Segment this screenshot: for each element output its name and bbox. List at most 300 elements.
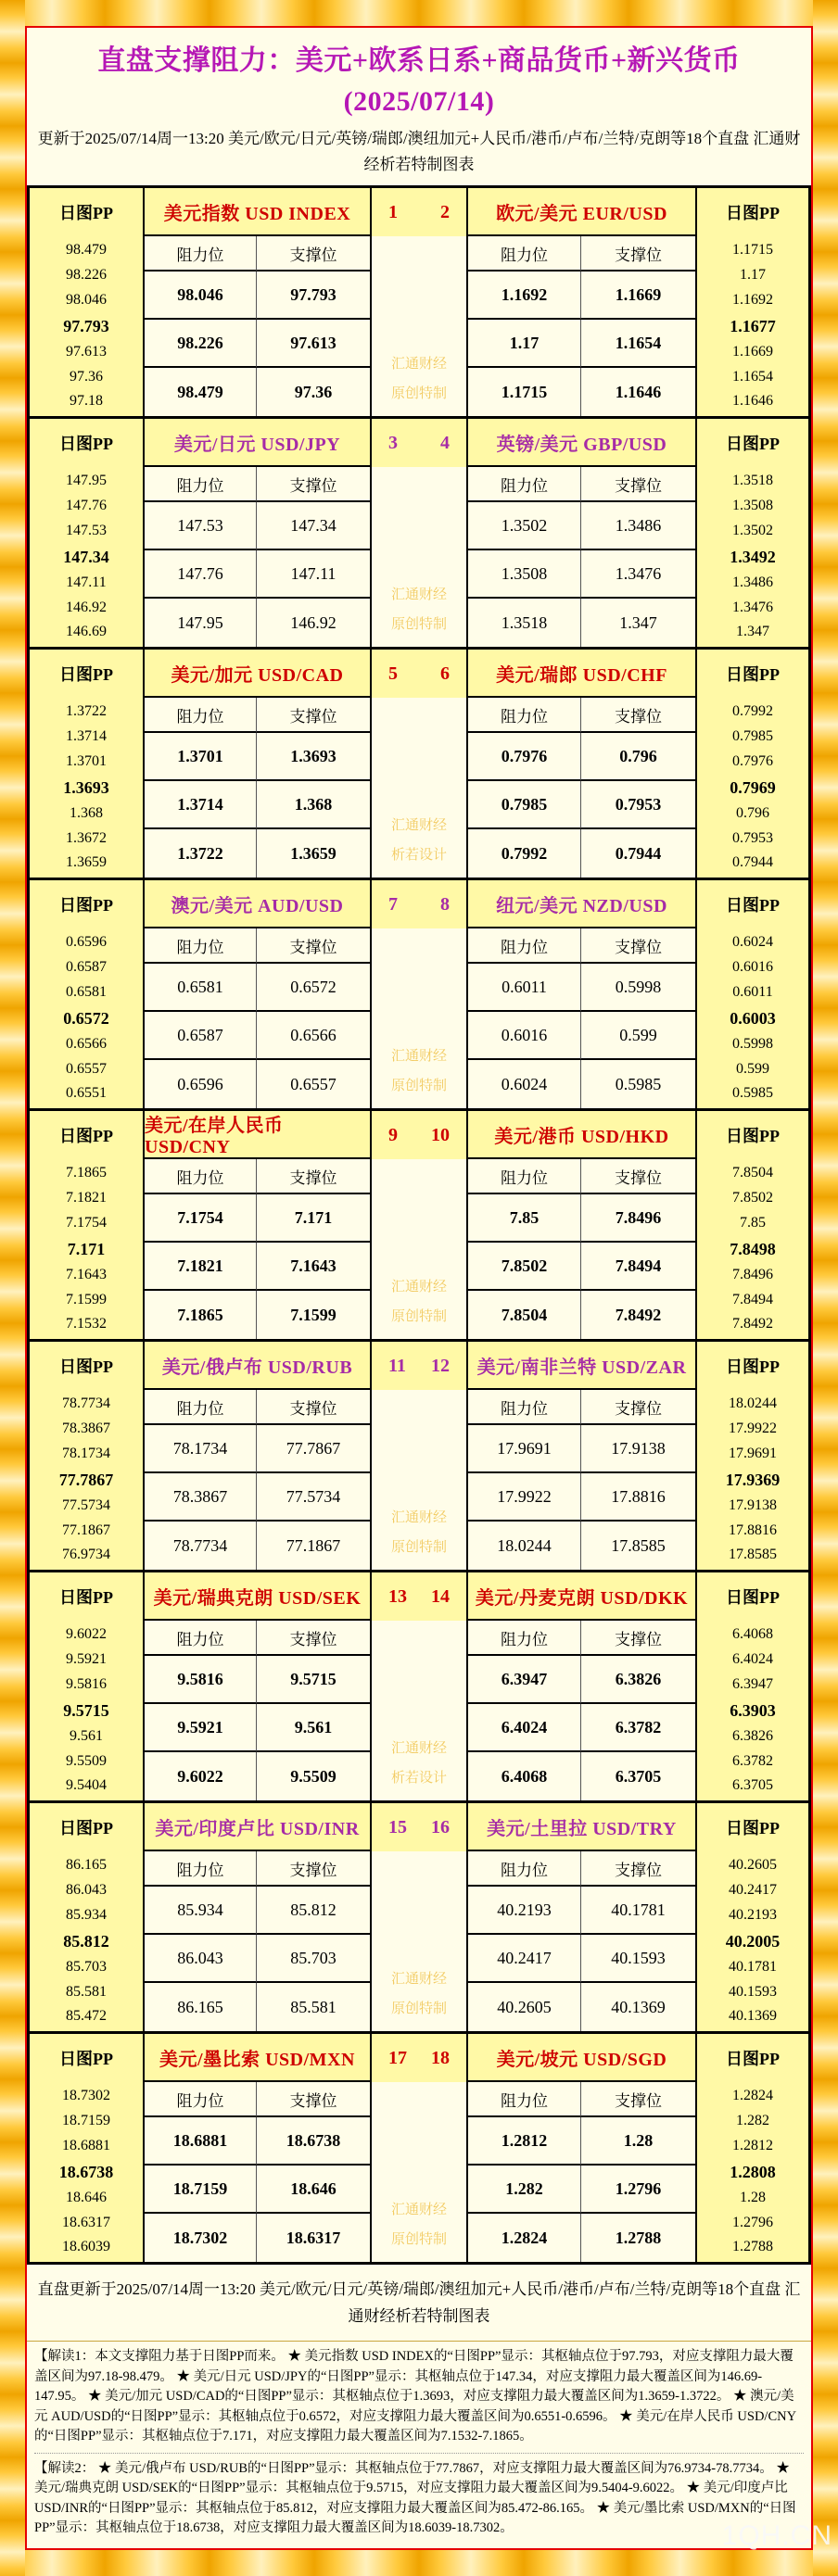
val-right-0-0: 40.2193 (468, 1887, 581, 1935)
pp-value: 6.3826 (732, 1727, 773, 1744)
pair-title-right: 美元/坡元 USD/SGD (468, 2034, 695, 2082)
pp-value: 0.6557 (66, 1060, 107, 1077)
pairs-table (27, 185, 811, 2265)
pp-header-right: 日图PP (695, 419, 808, 467)
pp-value: 77.1867 (62, 1522, 110, 1538)
pp-pivot-value: 0.7969 (730, 777, 776, 797)
pp-value: 6.3782 (732, 1752, 773, 1769)
val-left-0-1: 9.5715 (257, 1656, 370, 1704)
pp-list-right (695, 467, 808, 647)
val-right-1-1: 6.3782 (581, 1704, 695, 1752)
pp-value: 85.703 (66, 1958, 107, 1975)
watermark-line: 汇通财经 (390, 1049, 447, 1064)
val-right-0-1: 0.796 (581, 733, 695, 781)
pp-value: 1.2796 (732, 2214, 773, 2230)
pp-value: 17.8816 (729, 1522, 777, 1538)
pair-block (30, 188, 808, 419)
val-left-0-1: 85.812 (257, 1887, 370, 1935)
support-label: 支撑位 (257, 2082, 370, 2117)
pp-value: 0.7992 (732, 703, 773, 720)
pp-value: 7.85 (740, 1215, 766, 1231)
pp-value: 1.347 (736, 624, 769, 640)
resistance-label: 阻力位 (468, 928, 581, 964)
pp-value: 1.1669 (732, 343, 773, 360)
val-left-2-1: 7.1599 (290, 1305, 336, 1324)
val-left-1-1: 9.561 (257, 1704, 370, 1752)
watermark-cell (370, 1390, 468, 1570)
pp-value: 0.6011 (732, 984, 773, 1001)
val-right-2-1: 1.347 (619, 612, 657, 632)
val-right-2-0: 1.1715 (468, 368, 581, 416)
val-right-2-0: 7.8504 (468, 1291, 581, 1339)
pp-value: 1.28 (740, 2189, 766, 2205)
pp-value: 9.561 (70, 1727, 103, 1744)
pp-pivot-value: 18.6738 (58, 2162, 114, 2181)
val-left-2-1: 1.3659 (290, 843, 336, 863)
pair-title-left: 美元/日元 USD/JPY (145, 419, 370, 467)
pp-list-right (695, 2082, 808, 2262)
pp-value: 1.3722 (66, 703, 107, 720)
val-right-2-0: 0.7992 (468, 829, 581, 878)
watermark-cell (370, 1621, 468, 1800)
val-right-2-1: 1.2788 (615, 2228, 662, 2247)
val-left-0-1: 1.3693 (257, 733, 370, 781)
pp-value: 147.95 (66, 473, 107, 489)
val-left-2-0: 86.165 (145, 1983, 257, 2031)
pp-value: 7.8494 (732, 1291, 773, 1307)
val-right-2-0: 6.4068 (468, 1752, 581, 1800)
val-left-0-0: 7.1754 (145, 1194, 257, 1243)
val-left-1-1: 77.5734 (257, 1473, 370, 1522)
val-right-1-1: 40.1593 (581, 1935, 695, 1983)
pair-numbers (370, 419, 468, 467)
val-right-0-1: 0.5998 (581, 964, 695, 1012)
val-right-1-0: 0.7985 (468, 781, 581, 829)
support-label: 支撑位 (257, 236, 370, 271)
val-left-2-1: 85.581 (290, 1997, 336, 2016)
pp-pivot-value: 0.6003 (730, 1008, 776, 1028)
val-left-1-0: 147.76 (145, 550, 257, 599)
pp-value: 85.472 (66, 2008, 107, 2025)
pp-value: 1.1692 (732, 292, 773, 309)
watermark-cell (370, 467, 468, 647)
val-left-2-1: 146.92 (290, 612, 336, 632)
footer-update-line: 直盘更新于2025/07/14周一13:20 美元/欧元/日元/英镑/瑞郎/澳纽加元+人民币/港币/卢布/兰特/克朗等18个直盘 汇通财经析若特制图表 (37, 2280, 801, 2325)
page-frame (25, 26, 813, 2550)
pair-title-right: 欧元/美元 EUR/USD (468, 188, 695, 236)
pp-value: 7.8496 (732, 1266, 773, 1282)
pp-value: 17.9691 (729, 1446, 777, 1462)
val-left-1-0: 18.7159 (145, 2166, 257, 2214)
val-right-0-0: 6.3947 (468, 1656, 581, 1704)
val-left-0-1: 0.6572 (257, 964, 370, 1012)
val-left-2-0: 98.479 (145, 368, 257, 416)
pp-value: 1.2824 (732, 2088, 773, 2104)
pp-value: 0.6016 (732, 959, 773, 976)
pp-list-right (695, 1621, 808, 1800)
pair-block (30, 1342, 808, 1572)
val-right-0-1: 1.28 (581, 2117, 695, 2166)
pair-block (30, 650, 808, 880)
support-label: 支撑位 (581, 467, 695, 502)
pp-pivot-value: 97.793 (63, 316, 109, 335)
val-right-0-1: 7.8496 (581, 1194, 695, 1243)
pp-value: 97.18 (70, 393, 103, 410)
watermark-cell (370, 236, 468, 416)
gold-frame-right (813, 0, 838, 2576)
pp-value: 1.282 (736, 2113, 769, 2129)
pp-list-left (30, 2082, 145, 2262)
pp-header-left: 日图PP (30, 1111, 145, 1159)
val-left-2-0: 147.95 (145, 599, 257, 647)
pp-list-right (695, 1159, 808, 1339)
val-right-1-1: 1.1654 (581, 320, 695, 368)
resistance-label: 阻力位 (145, 236, 257, 271)
val-left-0-0: 9.5816 (145, 1656, 257, 1704)
support-label: 支撑位 (581, 1621, 695, 1656)
val-left-1-0: 7.1821 (145, 1243, 257, 1291)
support-label: 支撑位 (257, 1851, 370, 1887)
val-right-0-0: 0.6011 (468, 964, 581, 1012)
pp-value: 18.7159 (62, 2113, 110, 2129)
pair-number-left: 11 (388, 1355, 406, 1376)
support-label: 支撑位 (257, 698, 370, 733)
val-right-0-0: 17.9691 (468, 1425, 581, 1473)
pp-list-left (30, 1621, 145, 1800)
brand-watermark (391, 1273, 447, 1332)
pair-title-right: 纽元/美元 NZD/USD (468, 880, 695, 928)
val-left-1-1: 0.6566 (257, 1012, 370, 1060)
pp-value: 1.3701 (66, 753, 107, 770)
resistance-label: 阻力位 (468, 1159, 581, 1194)
pp-value: 147.53 (66, 523, 107, 539)
resistance-label: 阻力位 (145, 1390, 257, 1425)
pp-value: 0.7985 (732, 728, 773, 745)
pp-value: 40.2605 (729, 1857, 777, 1874)
resistance-label: 阻力位 (468, 467, 581, 502)
pp-value: 86.165 (66, 1857, 107, 1874)
pair-number-right: 12 (431, 1355, 450, 1376)
pp-pivot-value: 9.5715 (63, 1700, 109, 1720)
val-left-1-0: 0.6587 (145, 1012, 257, 1060)
gold-frame-bottom (0, 2550, 838, 2576)
val-right-1-0: 1.3508 (468, 550, 581, 599)
pp-list-left (30, 928, 145, 1108)
site-watermark: 1QH.CN (721, 2519, 832, 2551)
pp-value: 85.581 (66, 1983, 107, 2000)
pp-value: 18.6317 (62, 2214, 110, 2230)
val-left-1-0: 1.3714 (145, 781, 257, 829)
pp-value: 9.5509 (66, 1752, 107, 1769)
watermark-line: 汇通财经 (390, 2203, 447, 2217)
pp-list-right (695, 1851, 808, 2031)
val-left-2-0: 9.6022 (145, 1752, 257, 1800)
pp-value: 18.646 (66, 2189, 107, 2205)
support-label: 支撑位 (581, 1390, 695, 1425)
pp-value: 0.6566 (66, 1035, 107, 1052)
pp-header-right: 日图PP (695, 188, 808, 236)
pp-value: 78.1734 (62, 1446, 110, 1462)
brand-watermark (391, 2196, 447, 2254)
pp-list-right (695, 928, 808, 1108)
val-left-0-0: 0.6581 (145, 964, 257, 1012)
val-left-2-0: 0.6596 (145, 1060, 257, 1108)
pp-value: 9.5404 (66, 1777, 107, 1794)
val-right-1-0: 40.2417 (468, 1935, 581, 1983)
val-right-1-0: 17.9922 (468, 1473, 581, 1522)
pair-number-left: 3 (388, 432, 398, 453)
pp-value: 18.6881 (62, 2138, 110, 2154)
pair-number-left: 9 (388, 1124, 398, 1145)
val-right-0-0: 1.3502 (468, 502, 581, 550)
val-right-1-0: 1.282 (468, 2166, 581, 2214)
val-right-1-0: 0.6016 (468, 1012, 581, 1060)
pair-block (30, 1572, 808, 1803)
pp-value: 0.7976 (732, 753, 773, 770)
pp-value: 7.8502 (732, 1190, 773, 1206)
pp-value: 7.1643 (66, 1266, 107, 1282)
val-left-1-1: 1.368 (257, 781, 370, 829)
support-label: 支撑位 (257, 1159, 370, 1194)
pair-title-right: 美元/丹麦克朗 USD/DKK (468, 1572, 695, 1621)
watermark-line: 汇通财经 (390, 1741, 447, 1756)
watermark-cell (370, 1159, 468, 1339)
val-left-0-0: 1.3701 (145, 733, 257, 781)
pair-title-right: 英镑/美元 GBP/USD (468, 419, 695, 467)
pp-header-left: 日图PP (30, 1342, 145, 1390)
val-right-1-1: 1.2796 (581, 2166, 695, 2214)
pp-pivot-value: 7.8498 (730, 1239, 776, 1258)
val-right-2-1: 17.8585 (611, 1535, 666, 1555)
pp-header-left: 日图PP (30, 1803, 145, 1851)
pp-list-right (695, 1390, 808, 1570)
val-left-0-0: 85.934 (145, 1887, 257, 1935)
pp-list-left (30, 1390, 145, 1570)
pp-header-left: 日图PP (30, 419, 145, 467)
pp-header-right: 日图PP (695, 2034, 808, 2082)
pair-title-left: 美元/俄卢布 USD/RUB (145, 1342, 370, 1390)
pair-title-left: 美元/墨比索 USD/MXN (145, 2034, 370, 2082)
pp-value: 6.4024 (732, 1651, 773, 1668)
pair-title-right: 美元/土里拉 USD/TRY (468, 1803, 695, 1851)
support-label: 支撑位 (581, 1159, 695, 1194)
pp-value: 17.8585 (729, 1547, 777, 1563)
val-left-0-0: 18.6881 (145, 2117, 257, 2166)
pair-numbers (370, 880, 468, 928)
pair-numbers (370, 188, 468, 236)
pp-value: 9.5816 (66, 1676, 107, 1693)
resistance-label: 阻力位 (145, 1851, 257, 1887)
support-label: 支撑位 (581, 1851, 695, 1887)
val-right-1-0: 6.4024 (468, 1704, 581, 1752)
pp-pivot-value: 6.3903 (730, 1700, 776, 1720)
pair-block (30, 419, 808, 650)
val-right-0-0: 7.85 (468, 1194, 581, 1243)
watermark-cell (370, 928, 468, 1108)
pair-title-left: 澳元/美元 AUD/USD (145, 880, 370, 928)
brand-watermark (391, 1965, 447, 2024)
val-right-2-0: 18.0244 (468, 1522, 581, 1570)
watermark-cell (370, 1851, 468, 2031)
resistance-label: 阻力位 (145, 928, 257, 964)
val-right-0-0: 1.2812 (468, 2117, 581, 2166)
pp-value: 40.1781 (729, 1958, 777, 1975)
val-left-0-1: 77.7867 (257, 1425, 370, 1473)
title-box (27, 28, 811, 124)
val-right-1-1: 17.8816 (581, 1473, 695, 1522)
brand-watermark (391, 581, 447, 639)
pair-title-left: 美元/加元 USD/CAD (145, 650, 370, 698)
update-line: 更新于2025/07/14周一13:20 美元/欧元/日元/英镑/瑞郎/澳纽加元+人民币/港币/卢布/兰特/克朗等18个直盘 汇通财经析若特制图表 (37, 130, 801, 173)
pp-header-left: 日图PP (30, 880, 145, 928)
pp-value: 1.3476 (732, 599, 773, 615)
pair-number-right: 16 (431, 1816, 450, 1837)
pp-value: 0.6551 (66, 1085, 107, 1102)
brand-watermark (391, 1735, 447, 1793)
val-right-1-1: 0.599 (581, 1012, 695, 1060)
pp-value: 0.6024 (732, 934, 773, 951)
pp-value: 7.1865 (66, 1165, 107, 1181)
pp-value: 1.3486 (732, 574, 773, 590)
pair-numbers (370, 650, 468, 698)
val-right-1-0: 7.8502 (468, 1243, 581, 1291)
val-right-2-1: 0.7944 (615, 843, 662, 863)
pp-value: 86.043 (66, 1882, 107, 1899)
support-label: 支撑位 (581, 928, 695, 964)
pp-value: 7.1599 (66, 1291, 107, 1307)
pp-value: 6.3705 (732, 1777, 773, 1794)
resistance-label: 阻力位 (145, 467, 257, 502)
val-right-1-1: 0.7953 (581, 781, 695, 829)
pp-value: 1.3714 (66, 728, 107, 745)
val-left-1-1: 97.613 (257, 320, 370, 368)
pp-header-left: 日图PP (30, 188, 145, 236)
pp-value: 1.368 (70, 804, 103, 821)
watermark-line: 汇通财经 (390, 587, 447, 602)
pp-value: 1.3508 (732, 498, 773, 514)
val-right-0-1: 1.3486 (581, 502, 695, 550)
pair-numbers (370, 1111, 468, 1159)
pp-value: 1.2788 (732, 2239, 773, 2255)
pp-value: 97.36 (70, 368, 103, 385)
val-right-0-1: 17.9138 (581, 1425, 695, 1473)
support-label: 支撑位 (581, 698, 695, 733)
val-left-0-1: 147.34 (257, 502, 370, 550)
val-right-2-0: 1.2824 (468, 2214, 581, 2262)
pair-title-right: 美元/瑞郎 USD/CHF (468, 650, 695, 698)
pp-header-left: 日图PP (30, 650, 145, 698)
pair-title-right: 美元/港币 USD/HKD (468, 1111, 695, 1159)
val-left-1-0: 9.5921 (145, 1704, 257, 1752)
resistance-label: 阻力位 (468, 1851, 581, 1887)
pp-value: 7.8504 (732, 1165, 773, 1181)
pp-list-left (30, 236, 145, 416)
val-left-0-0: 98.046 (145, 271, 257, 320)
gold-frame-left (0, 0, 25, 2576)
resistance-label: 阻力位 (468, 1621, 581, 1656)
pair-title-left: 美元指数 USD INDEX (145, 188, 370, 236)
val-left-1-1: 7.1643 (257, 1243, 370, 1291)
support-label: 支撑位 (257, 1390, 370, 1425)
val-left-2-0: 78.7734 (145, 1522, 257, 1570)
pp-value: 0.796 (736, 804, 769, 821)
val-right-1-1: 7.8494 (581, 1243, 695, 1291)
pair-numbers (370, 1803, 468, 1851)
pp-value: 7.1532 (66, 1316, 107, 1332)
val-left-2-1: 77.1867 (286, 1535, 341, 1555)
watermark-line: 原创特制 (390, 1308, 447, 1324)
watermark-line: 汇通财经 (390, 1510, 447, 1525)
watermark-line: 原创特制 (390, 2231, 447, 2247)
pair-numbers (370, 1572, 468, 1621)
pp-pivot-value: 1.3693 (63, 777, 109, 797)
val-left-1-0: 86.043 (145, 1935, 257, 1983)
pp-value: 1.3518 (732, 473, 773, 489)
pair-number-left: 15 (388, 1816, 407, 1837)
resistance-label: 阻力位 (145, 698, 257, 733)
pp-value: 0.7953 (732, 829, 773, 846)
pp-value: 0.6581 (66, 984, 107, 1001)
val-left-2-1: 18.6317 (286, 2228, 341, 2247)
pp-value: 98.479 (66, 242, 107, 259)
pp-value: 0.6596 (66, 934, 107, 951)
pp-header-right: 日图PP (695, 880, 808, 928)
pair-title-left: 美元/在岸人民币 USD/CNY (145, 1111, 370, 1159)
pp-value: 1.1654 (732, 368, 773, 385)
pp-value: 40.2193 (729, 1907, 777, 1924)
pp-value: 18.7302 (62, 2088, 110, 2104)
pair-numbers (370, 2034, 468, 2082)
val-right-2-0: 1.3518 (468, 599, 581, 647)
pp-value: 9.5921 (66, 1651, 107, 1668)
brand-watermark (391, 350, 447, 409)
val-right-2-1: 1.1646 (615, 382, 662, 401)
watermark-line: 原创特制 (390, 616, 447, 632)
watermark-line: 汇通财经 (390, 1280, 447, 1294)
pair-number-left: 13 (388, 1585, 407, 1607)
pp-pivot-value: 0.6572 (63, 1008, 109, 1028)
pp-header-right: 日图PP (695, 1803, 808, 1851)
resistance-label: 阻力位 (145, 2082, 257, 2117)
page-title: 直盘支撑阻力：美元+欧系日系+商品货币+新兴货币(2025/07/14) (97, 45, 741, 117)
watermark-cell (370, 2082, 468, 2262)
pp-value: 0.6587 (66, 959, 107, 976)
pp-pivot-value: 85.812 (63, 1931, 109, 1951)
watermark-line: 汇通财经 (390, 818, 447, 833)
pp-value: 7.1754 (66, 1215, 107, 1231)
val-right-0-1: 40.1781 (581, 1887, 695, 1935)
pair-title-left: 美元/印度卢比 USD/INR (145, 1803, 370, 1851)
pp-value: 18.0244 (729, 1395, 777, 1412)
resistance-label: 阻力位 (468, 698, 581, 733)
support-label: 支撑位 (581, 2082, 695, 2117)
brand-watermark (391, 1504, 447, 1562)
pair-block (30, 880, 808, 1111)
val-right-0-0: 0.7976 (468, 733, 581, 781)
pp-header-right: 日图PP (695, 650, 808, 698)
val-left-0-1: 7.171 (257, 1194, 370, 1243)
pp-header-right: 日图PP (695, 1342, 808, 1390)
pp-value: 0.599 (736, 1060, 769, 1077)
pair-block (30, 1111, 808, 1342)
val-right-1-1: 1.3476 (581, 550, 695, 599)
val-right-2-1: 7.8492 (615, 1305, 662, 1324)
val-right-0-0: 1.1692 (468, 271, 581, 320)
pp-pivot-value: 77.7867 (58, 1470, 114, 1489)
watermark-cell (370, 698, 468, 878)
brand-watermark (391, 1042, 447, 1101)
pair-number-right: 8 (440, 893, 450, 915)
